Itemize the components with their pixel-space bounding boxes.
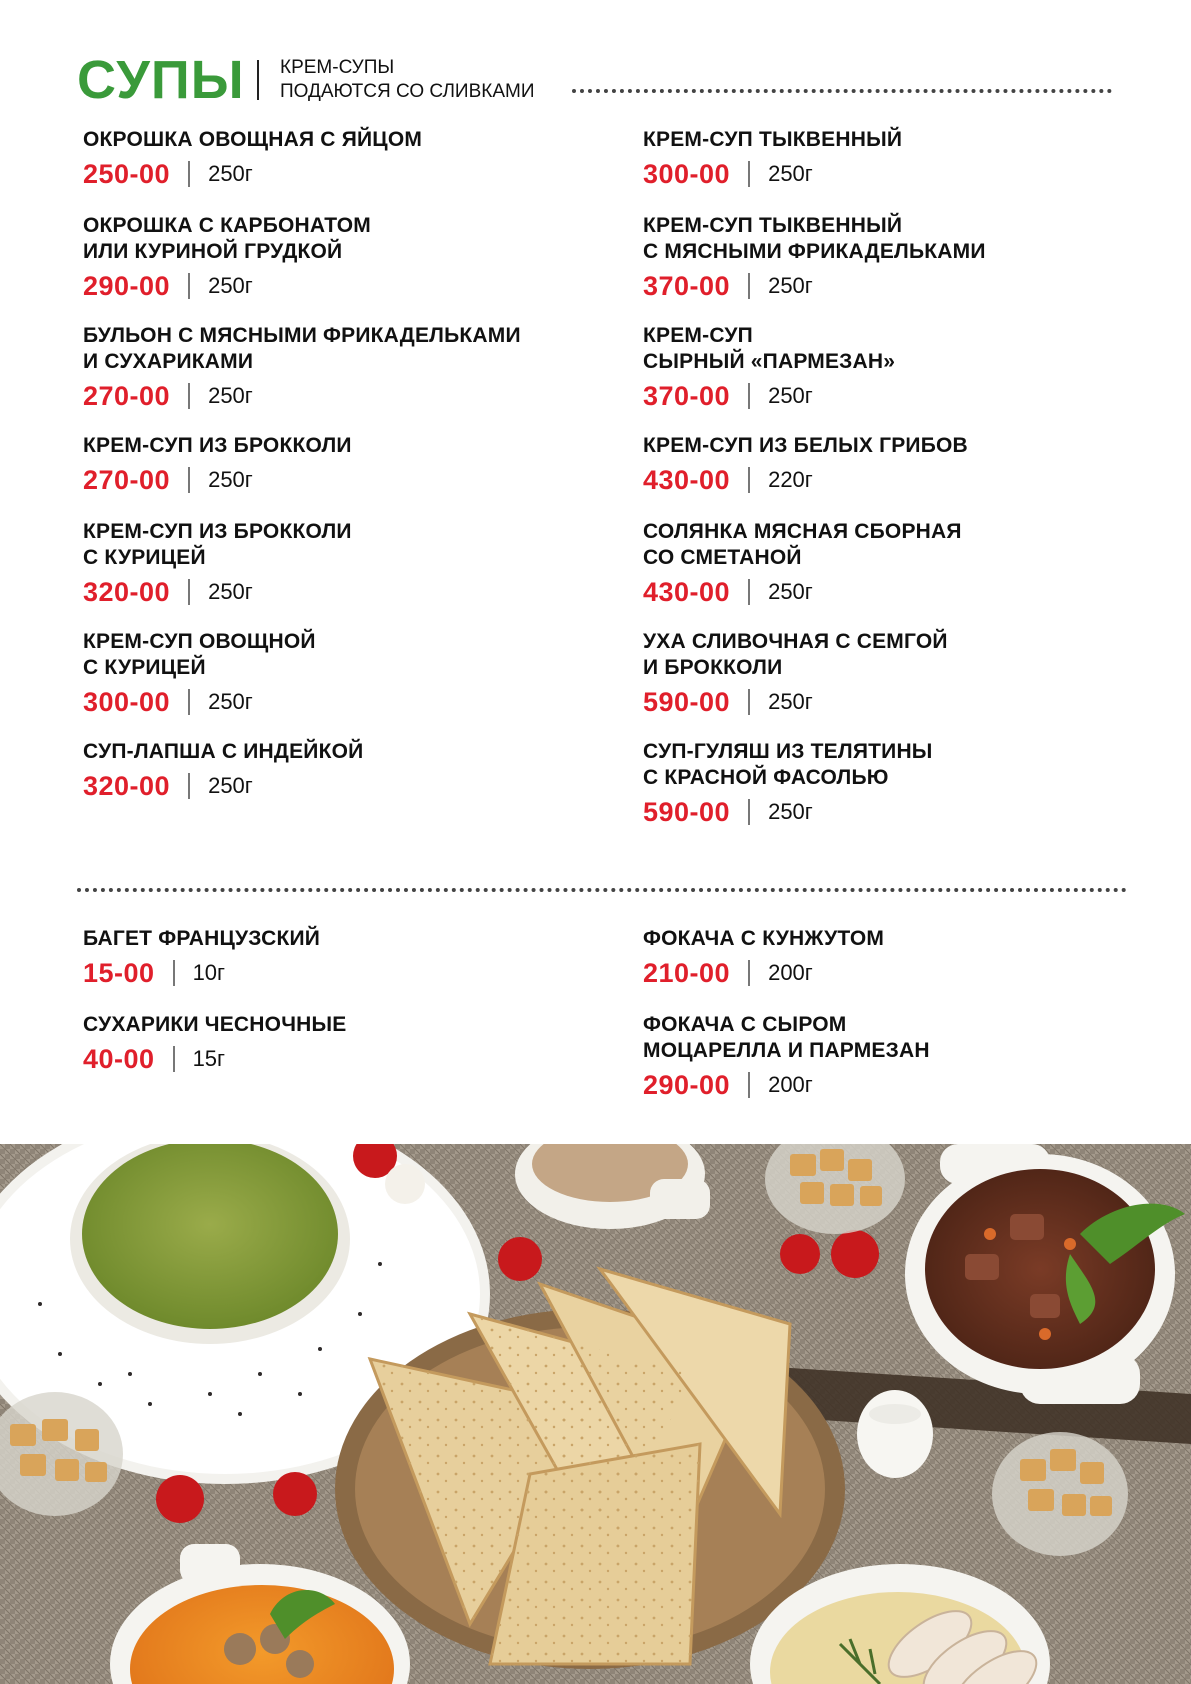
price-row [83, 379, 521, 413]
item-weight: 250г [768, 689, 813, 714]
price-row [643, 575, 962, 609]
item-price: 270-00 [83, 464, 171, 495]
item-weight: 250г [208, 467, 253, 492]
item-name: ОКРОШКА С КАРБОНАТОМ ИЛИ КУРИНОЙ ГРУДКОЙ [83, 214, 371, 263]
item-weight: 200г [768, 960, 813, 985]
item-weight: 15г [192, 1046, 226, 1071]
item-price: 270-00 [83, 380, 171, 411]
price-row [83, 956, 320, 990]
item-name: КРЕМ-СУП ИЗ БРОККОЛИ [83, 434, 352, 457]
price-row [83, 769, 363, 803]
item-price: 40-00 [83, 1043, 155, 1074]
menu-item [83, 213, 371, 303]
price-row [643, 463, 968, 497]
item-weight: 250г [208, 579, 253, 604]
price-separator [188, 773, 190, 799]
menu-item [643, 213, 986, 303]
item-weight: 250г [768, 161, 813, 186]
menu-item [643, 629, 948, 719]
menu-item [83, 433, 352, 497]
price-separator [748, 1072, 750, 1098]
price-separator [173, 1046, 175, 1072]
item-name: СУХАРИКИ ЧЕСНОЧНЫЕ [83, 1013, 347, 1036]
item-name: КРЕМ-СУП ИЗ БЕЛЫХ ГРИБОВ [643, 434, 968, 457]
item-price: 210-00 [643, 957, 731, 988]
item-price: 320-00 [83, 770, 171, 801]
item-name: КРЕМ-СУП ТЫКВЕННЫЙ [643, 128, 903, 151]
item-weight: 250г [768, 273, 813, 298]
item-weight: 250г [768, 579, 813, 604]
price-row [83, 685, 316, 719]
item-name: УХА СЛИВОЧНАЯ С СЕМГОЙ И БРОККОЛИ [643, 630, 948, 679]
item-price: 15-00 [83, 957, 155, 988]
price-separator [748, 689, 750, 715]
item-name: КРЕМ-СУП ОВОЩНОЙ С КУРИЦЕЙ [83, 630, 316, 679]
price-row [643, 685, 948, 719]
menu-item [83, 926, 320, 990]
item-name: СУП-ЛАПША С ИНДЕЙКОЙ [83, 740, 364, 763]
price-row [83, 157, 422, 191]
menu-item [643, 1012, 930, 1102]
price-separator [188, 161, 190, 187]
price-separator [188, 383, 190, 409]
item-price: 300-00 [643, 158, 731, 189]
item-name: ОКРОШКА ОВОЩНАЯ С ЯЙЦОМ [83, 128, 423, 151]
price-separator [188, 467, 190, 493]
item-name: СУП-ГУЛЯШ ИЗ ТЕЛЯТИНЫ С КРАСНОЙ ФАСОЛЬЮ [643, 740, 933, 789]
item-weight: 250г [208, 161, 253, 186]
item-price: 290-00 [643, 1069, 731, 1100]
food-photo [0, 1144, 1191, 1684]
item-weight: 200г [768, 1072, 813, 1097]
item-price: 370-00 [643, 270, 731, 301]
price-row [83, 575, 352, 609]
price-row [643, 795, 933, 829]
item-weight: 250г [208, 773, 253, 798]
section-dotted-divider [77, 888, 1127, 892]
menu-item [643, 739, 933, 829]
price-separator [748, 161, 750, 187]
item-price: 590-00 [643, 686, 731, 717]
item-name: КРЕМ-СУП ИЗ БРОККОЛИ С КУРИЦЕЙ [83, 520, 352, 569]
price-separator [188, 689, 190, 715]
item-name: БАГЕТ ФРАНЦУЗСКИЙ [83, 927, 321, 950]
header-separator [257, 60, 259, 100]
item-weight: 250г [768, 383, 813, 408]
price-separator [748, 467, 750, 493]
price-separator [748, 579, 750, 605]
menu-item [83, 629, 316, 719]
item-weight: 220г [768, 467, 813, 492]
menu-item [83, 127, 422, 191]
price-row [83, 1042, 347, 1076]
price-row [83, 269, 371, 303]
price-separator [173, 960, 175, 986]
item-name: СОЛЯНКА МЯСНАЯ СБОРНАЯ СО СМЕТАНОЙ [643, 520, 962, 569]
item-price: 430-00 [643, 576, 731, 607]
item-price: 370-00 [643, 380, 731, 411]
menu-item [83, 739, 363, 803]
item-price: 250-00 [83, 158, 171, 189]
menu-item [643, 323, 895, 413]
price-row [643, 379, 895, 413]
menu-header [77, 50, 1112, 110]
item-weight: 250г [768, 799, 813, 824]
price-separator [748, 960, 750, 986]
item-price: 590-00 [643, 796, 731, 827]
menu-item [643, 433, 968, 497]
price-separator [748, 383, 750, 409]
item-name: ФОКАЧА С КУНЖУТОМ [643, 927, 885, 950]
header-note-line1: КРЕМ-СУПЫ [280, 57, 395, 78]
menu-item [83, 323, 521, 413]
menu-item [643, 926, 884, 990]
price-separator [748, 273, 750, 299]
menu-item [643, 127, 902, 191]
item-weight: 10г [192, 960, 226, 985]
item-weight: 250г [208, 273, 253, 298]
menu-item [83, 519, 352, 609]
price-separator [748, 799, 750, 825]
item-name: КРЕМ-СУП СЫРНЫЙ «ПАРМЕЗАН» [643, 324, 896, 373]
item-name: ФОКАЧА С СЫРОМ МОЦАРЕЛЛА И ПАРМЕЗАН [643, 1013, 930, 1062]
price-separator [188, 273, 190, 299]
price-row [643, 1068, 930, 1102]
page-title: СУПЫ [77, 50, 245, 110]
price-row [643, 269, 986, 303]
item-price: 430-00 [643, 464, 731, 495]
item-price: 300-00 [83, 686, 171, 717]
header-note [280, 56, 535, 104]
price-separator [188, 579, 190, 605]
item-name: КРЕМ-СУП ТЫКВЕННЫЙ С МЯСНЫМИ ФРИКАДЕЛЬКАМИ [643, 214, 986, 263]
price-row [643, 157, 902, 191]
header-note-line2: ПОДАЮТСЯ СО СЛИВКАМИ [280, 81, 535, 102]
item-weight: 250г [208, 383, 253, 408]
item-name: БУЛЬОН С МЯСНЫМИ ФРИКАДЕЛЬКАМИ И СУХАРИКАМИ [83, 324, 521, 373]
menu-item [83, 1012, 347, 1076]
price-row [643, 956, 884, 990]
item-price: 320-00 [83, 576, 171, 607]
item-weight: 250г [208, 689, 253, 714]
menu-item [643, 519, 962, 609]
price-row [83, 463, 352, 497]
header-dotted-divider [572, 89, 1112, 93]
item-price: 290-00 [83, 270, 171, 301]
